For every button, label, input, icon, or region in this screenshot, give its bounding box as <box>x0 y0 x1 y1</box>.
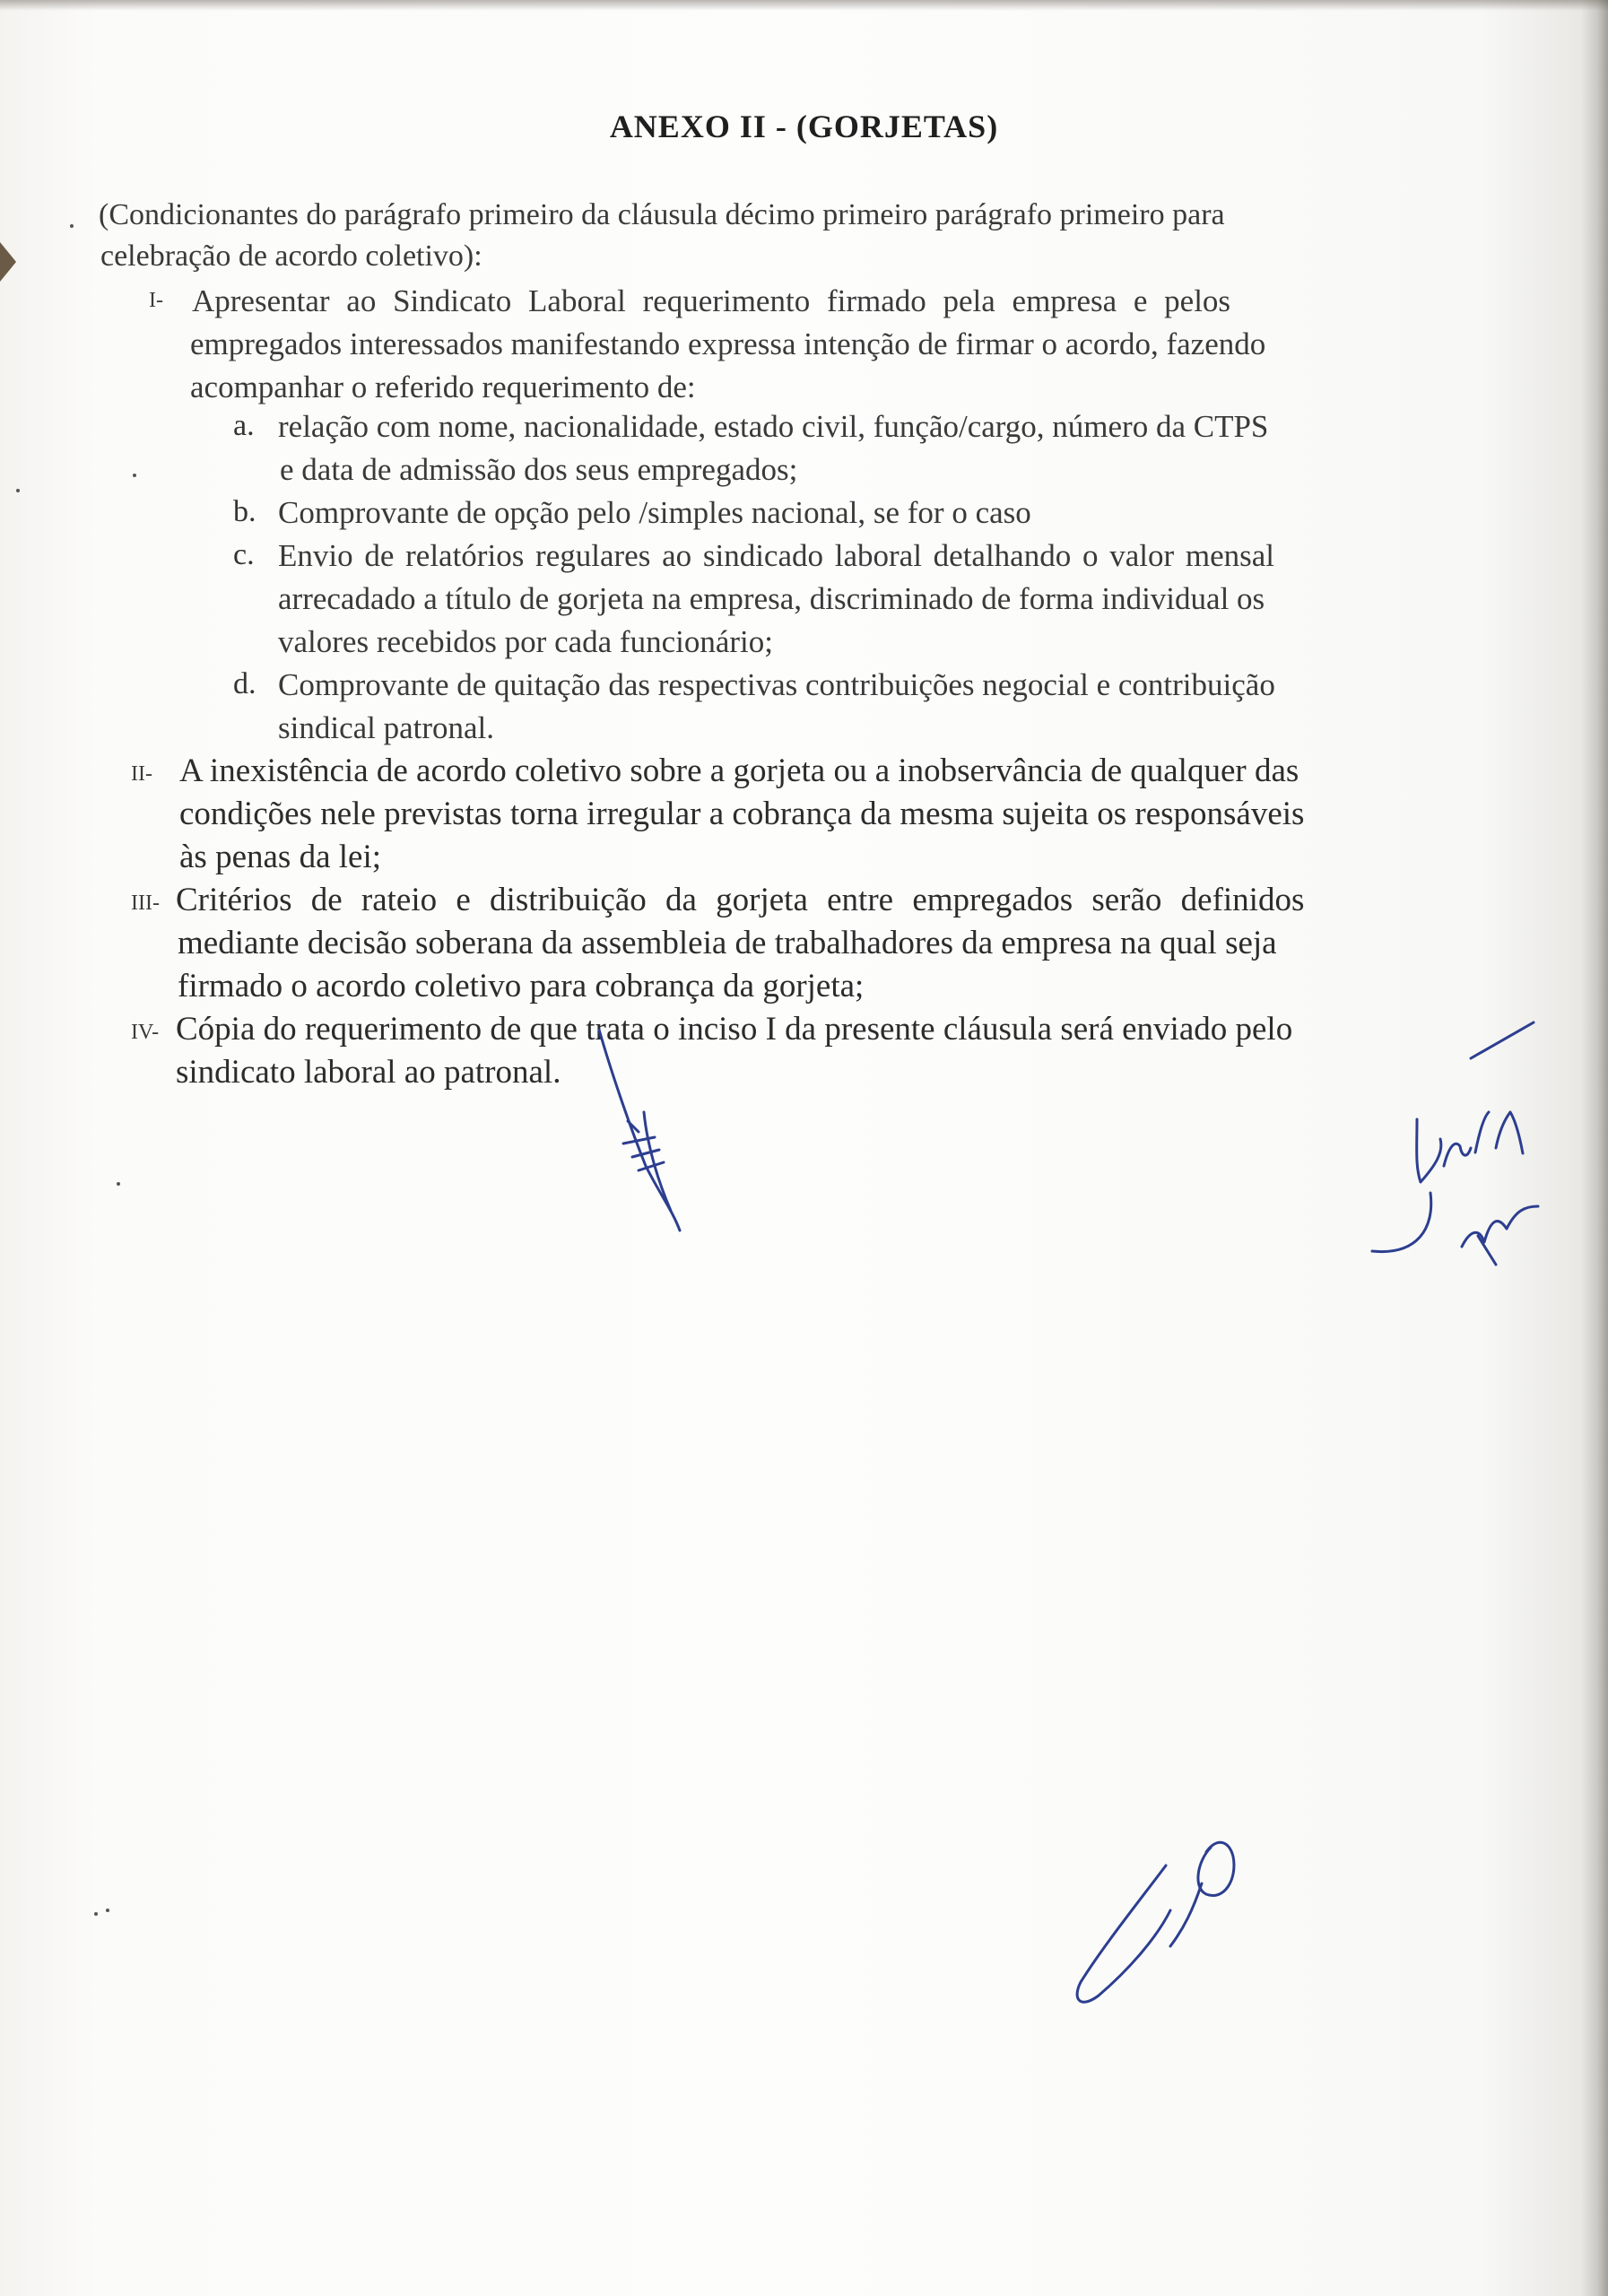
item-marker-iii: III- <box>131 891 160 915</box>
item-marker-i: I- <box>149 289 163 312</box>
signature-mark <box>1077 1866 1170 2002</box>
page-title: ANEXO II - (GORJETAS) <box>609 109 999 144</box>
subitem-marker-d: d. <box>233 667 256 700</box>
item-iii-line-2: mediante decisão soberana da assembleia de trabalhadores da empresa na qual seja <box>178 925 1277 961</box>
item-ii-line-3: às penas da lei; <box>179 839 381 875</box>
intro-line-1: (Condicionantes do parágrafo primeiro da cláusula décimo primeiro parágrafo primeiro para <box>99 198 1225 231</box>
stray-mark <box>70 224 74 228</box>
subitem-marker-a: a. <box>233 409 255 442</box>
subitem-d-line-2: sindical patronal. <box>278 710 495 745</box>
initials-mark <box>623 1121 664 1170</box>
subitem-a-line-2: e data de admissão dos seus empregados; <box>280 452 798 487</box>
item-ii-line-2: condições nele previstas torna irregular a cobrança da mesma sujeita os responsáveis <box>179 796 1305 832</box>
initials-mark <box>644 1112 671 1211</box>
stray-mark <box>133 474 136 477</box>
initials-mark <box>599 1030 680 1231</box>
item-marker-iv: IV- <box>131 1021 160 1044</box>
signature-mark <box>1417 1119 1441 1182</box>
subitem-marker-b: b. <box>233 495 256 528</box>
ink-strokes <box>599 1022 1538 2002</box>
subitem-c-line-2: arrecadado a título de gorjeta na empresa, discriminado de forma individual os <box>278 581 1265 616</box>
item-iv-line-1: Cópia do requerimento de que trata o inciso I da presente cláusula será enviado pelo <box>176 1011 1293 1048</box>
signature-mark <box>1444 1144 1471 1166</box>
subitem-b-line-1: Comprovante de opção pelo /simples nacional, se for o caso <box>278 495 1031 530</box>
item-i-line-1: Apresentar ao Sindicato Laboral requerimento firmado pela empresa e pelos <box>192 283 1231 318</box>
subitem-d-line-1: Comprovante de quitação das respectivas contribuições negocial e contribuição <box>278 667 1275 702</box>
stray-mark <box>106 1909 109 1912</box>
item-ii-line-1: A inexistência de acordo coletivo sobre a gorjeta ou a inobservância de qualquer das <box>179 752 1299 789</box>
signature-mark <box>1475 1112 1523 1153</box>
right-edge-shadow <box>1581 0 1608 2296</box>
left-page-tab <box>0 242 16 282</box>
subitem-a-line-1: relação com nome, nacionalidade, estado civil, função/cargo, número da CTPS <box>278 409 1269 444</box>
subitem-c-line-1: Envio de relatórios regulares ao sindicado laboral detalhando o valor mensal <box>278 538 1275 573</box>
subitem-marker-c: c. <box>233 538 255 571</box>
stray-mark <box>117 1182 120 1186</box>
item-iii-line-1: Critérios de rateio e distribuição da gorjeta entre empregados serão definidos <box>176 882 1305 918</box>
item-i-line-3: acompanhar o referido requerimento de: <box>190 370 696 404</box>
stray-mark <box>94 1912 98 1916</box>
signature-mark <box>1198 1842 1234 1895</box>
item-marker-ii: II- <box>131 762 152 786</box>
stray-mark <box>16 489 20 492</box>
signature-mark <box>1462 1206 1538 1247</box>
signature-mark <box>1170 1883 1202 1946</box>
top-edge-shadow <box>0 0 1608 11</box>
item-iii-line-3: firmado o acordo coletivo para cobrança da gorjeta; <box>178 968 865 1004</box>
signature-mark <box>1372 1193 1431 1252</box>
signature-mark <box>1478 1236 1496 1265</box>
item-i-line-2: empregados interessados manifestando expressa intenção de firmar o acordo, fazendo <box>190 326 1266 361</box>
intro-line-2: celebração de acordo coletivo): <box>100 239 482 273</box>
subitem-c-line-3: valores recebidos por cada funcionário; <box>278 624 773 659</box>
item-iv-line-2: sindicato laboral ao patronal. <box>176 1054 561 1091</box>
signature-mark <box>1471 1022 1534 1058</box>
